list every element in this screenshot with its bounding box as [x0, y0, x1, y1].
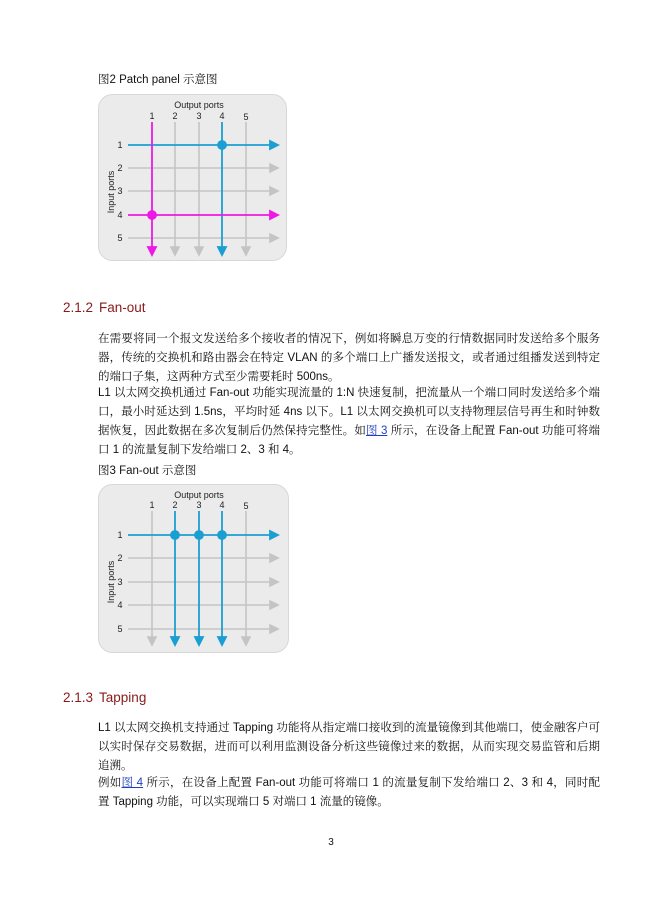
- fan-out-diagram: [98, 484, 290, 654]
- col-label-1: 1: [149, 111, 155, 121]
- paragraph-text: 所示，在设备上配置 Fan-out 功能可将端口 1 的流量复制下发给端口 2、3 和 4。: [98, 425, 601, 456]
- section-title: Tapping: [99, 690, 147, 705]
- paragraph-text: 例如: [98, 777, 122, 789]
- paragraph-text: 所示，在设备上配置 Fan-out 功能可将端口 1 的流量复制下发给端口 2、3 和 4，同时配置 Tapping 功能，可以实现端口 5 对端口 1 流量的镜像。: [98, 777, 600, 808]
- section-heading-tapping: [63, 690, 146, 705]
- crosspoint-1-2: [171, 531, 179, 539]
- col-label-5: 5: [243, 501, 249, 511]
- output-ports-label: Output ports: [174, 490, 224, 500]
- col-label-1: 1: [149, 500, 155, 510]
- col-label-2: 2: [172, 111, 178, 121]
- figure3-caption: 图3 Fan-out 示意图: [98, 465, 197, 477]
- tapping-paragraph-1: L1 以太网交换机支持通过 Tapping 功能将从指定端口接收到的流量镜像到其他端口，使金融客户可以实时保存交易数据，进而可以利用监测设备分析这些镜像过来的数据，从而实现交易监管和后期追溯。: [98, 722, 600, 772]
- row-label-5: 5: [117, 624, 123, 634]
- section-title: Fan-out: [99, 300, 146, 315]
- col-label-4: 4: [219, 111, 225, 121]
- row-label-1: 1: [117, 140, 123, 150]
- page-number: 3: [328, 837, 334, 848]
- row-label-1: 1: [117, 530, 123, 540]
- figure3-link[interactable]: 图 3: [365, 425, 388, 437]
- row-label-2: 2: [117, 553, 123, 563]
- diagram-background: [99, 95, 287, 261]
- figure2-caption: 图2 Patch panel 示意图: [98, 74, 218, 86]
- col-label-2: 2: [172, 500, 178, 510]
- tapping-paragraph-2: [98, 774, 600, 812]
- section-number: 2.1.3: [63, 690, 94, 705]
- input-ports-label: Input ports: [106, 560, 116, 604]
- crosspoint-4-1: [148, 211, 156, 219]
- fan-out-paragraph-1: 在需要将同一个报文发送给多个接收者的情况下，例如将瞬息万变的行情数据同时发送给多个服务器，传统的交换机和路由器会在特定 VLAN 的多个端口上广播发送报文，或者通过组播发送到特定的端口子集，这两种方式至少需要耗时 500ns。: [98, 333, 600, 383]
- row-label-5: 5: [117, 233, 123, 243]
- figure4-link[interactable]: 图 4: [121, 777, 144, 789]
- fan-out-paragraph-2: [98, 384, 600, 460]
- row-label-4: 4: [117, 600, 123, 610]
- row-label-3: 3: [117, 186, 123, 196]
- crosspoint-1-4: [218, 531, 226, 539]
- row-label-3: 3: [117, 577, 123, 587]
- crosspoint-1-4: [218, 141, 226, 149]
- row-label-4: 4: [117, 210, 123, 220]
- col-label-3: 3: [196, 500, 202, 510]
- paragraph-text: L1 以太网交换机通过 Fan-out 功能实现流量的 1:N 快速复制，把流量从一个端口同时发送给多个端口，最小时延达到 1.5ns，平均时延 4ns 以下。L1 以太网交换机可以支持物理层信号再生和时钟数据恢复，因此数据在多次复制后仍然保持完整性。如: [98, 387, 600, 437]
- diagram-background: [99, 485, 289, 653]
- section-number: 2.1.2: [63, 300, 94, 315]
- col-label-4: 4: [219, 500, 225, 510]
- patch-panel-diagram: [98, 94, 288, 262]
- crosspoint-1-3: [195, 531, 203, 539]
- section-heading-fan-out: [63, 300, 146, 315]
- output-ports-label: Output ports: [174, 100, 224, 110]
- col-label-3: 3: [196, 111, 202, 121]
- row-label-2: 2: [117, 163, 123, 173]
- col-label-5: 5: [243, 112, 249, 122]
- input-ports-label: Input ports: [106, 170, 116, 214]
